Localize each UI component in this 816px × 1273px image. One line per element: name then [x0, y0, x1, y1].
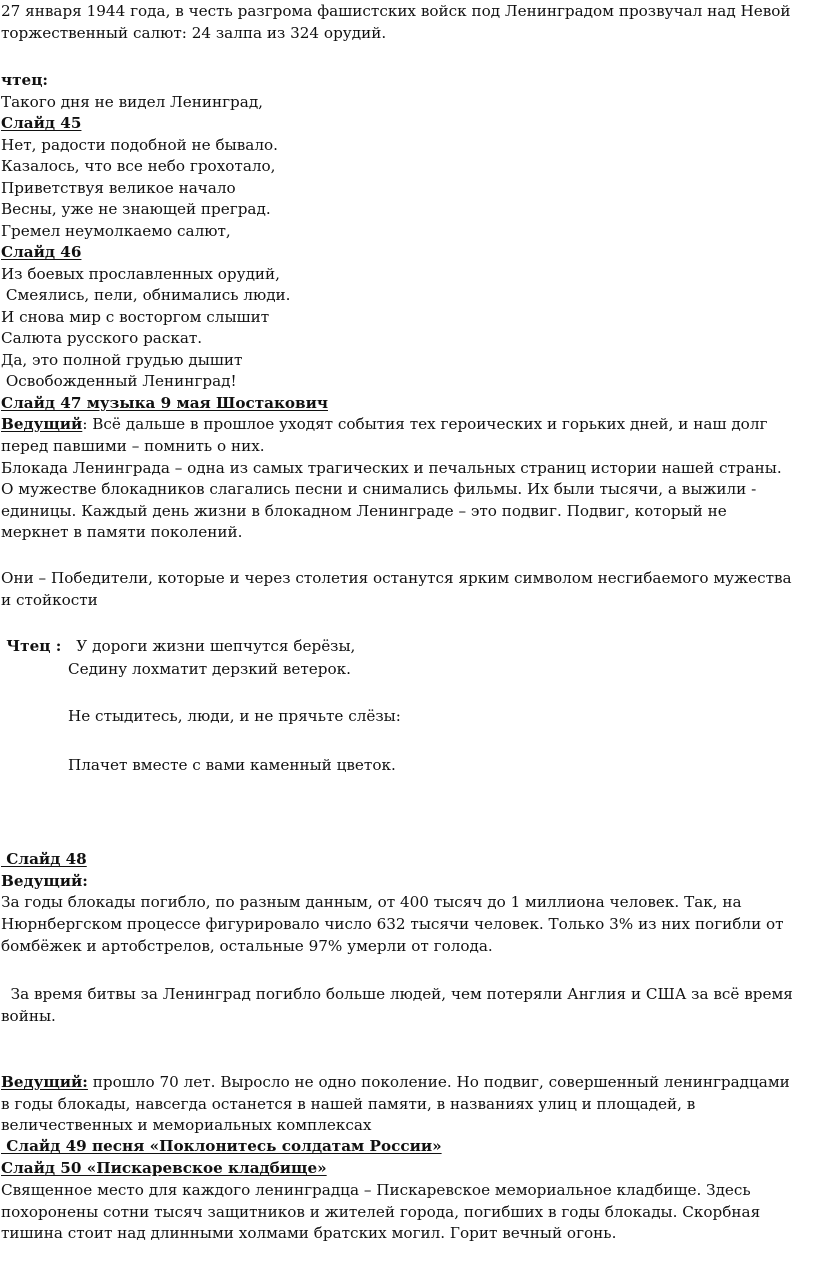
slide-46-heading: Слайд 46	[1, 243, 82, 261]
host1-line-7: Они – Победители, которые и через столетия останутся ярким символом несгибаемого мужества	[1, 569, 792, 587]
slide-50-heading: Слайд 50 «Пискаревское кладбище»	[1, 1159, 327, 1177]
slide-48-heading: Слайд 48	[1, 850, 87, 868]
host1-line-5: единицы. Каждый день жизни в блокадном Ленинграде – это подвиг. Подвиг, который не	[1, 502, 727, 520]
intro-line-1: 27 января 1944 года, в честь разгрома фашистских войск под Ленинградом прозвучал над Невой	[1, 2, 791, 20]
host1-label: Ведущий	[1, 415, 83, 433]
poem2-line-3: Не стыдитесь, люди, и не прячьте слёзы:	[68, 707, 401, 725]
reader-label: чтец:	[1, 71, 49, 89]
final-line-3: тишина стоит над длинными холмами братских могил. Горит вечный огонь.	[1, 1224, 617, 1242]
host1-line-6: меркнет в памяти поколений.	[1, 523, 243, 541]
poem1-line-7: Из боевых прославленных орудий,	[1, 265, 280, 283]
host1-line-2: перед павшими – помнить о них.	[1, 437, 265, 455]
host3-line-2: в годы блокады, навсегда останется в нашей памяти, в названиях улиц и площадей, в	[1, 1095, 696, 1113]
poem1-line-8: Смеялись, пели, обнимались люди.	[1, 286, 291, 304]
poem1-line-12: Освобожденный Ленинград!	[1, 372, 237, 390]
host3-label: Ведущий:	[1, 1073, 88, 1091]
poem1-line-2: Нет, радости подобной не бывало.	[1, 136, 278, 154]
slide-47-heading: Слайд 47 музыка 9 мая Шостакович	[1, 394, 328, 412]
final-line-1: Священное место для каждого ленинградца – Пискаревское мемориальное кладбище. Здесь	[1, 1181, 751, 1199]
poem2-line-2: Седину лохматит дерзкий ветерок.	[68, 660, 351, 678]
host2-line-3: бомбёжек и артобстрелов, остальные 97% умерли от голода.	[1, 937, 493, 955]
poem1-line-10: Салюта русского раскат.	[1, 329, 203, 347]
host2-line-4: За время битвы за Ленинград погибло больше людей, чем потеряли Англия и США за всё время	[1, 985, 793, 1003]
host1-line-4: О мужестве блокадников слагались песни и снимались фильмы. Их были тысячи, а выжили -	[1, 480, 757, 498]
host1-text-1: : Всё дальше в прошлое уходят события тех героических и горьких дней, и наш долг	[82, 415, 768, 433]
host2-line-1: За годы блокады погибло, по разным данным, от 400 тысяч до 1 миллиона человек. Так, на	[1, 893, 742, 911]
host1-line-1	[1, 414, 767, 435]
poem1-line-4: Приветствуя великое начало	[1, 179, 236, 197]
host2-label: Ведущий:	[1, 872, 88, 890]
poem1-line-5: Весны, уже не знающей преград.	[1, 200, 271, 218]
host2-line-2: Нюрнбергском процессе фигурировало число 632 тысячи человек. Только 3% из них погибли от	[1, 915, 784, 933]
poem1-line-6: Гремел неумолкаемо салют,	[1, 222, 231, 240]
poem2-text-1: У дороги жизни шепчутся берёзы,	[66, 637, 356, 655]
host3-line-3: величественных и мемориальных комплексах	[1, 1116, 372, 1134]
slide-49-heading: Слайд 49 песня «Поклонитесь солдатам России»	[1, 1137, 442, 1155]
poem2-line-1	[1, 636, 355, 657]
slide-45-heading: Слайд 45	[1, 114, 82, 132]
host2-line-5: войны.	[1, 1007, 56, 1025]
poem1-line-9: И снова мир с восторгом слышит	[1, 308, 270, 326]
poem1-line-3: Казалось, что все небо грохотало,	[1, 157, 276, 175]
poem1-line-11: Да, это полной грудью дышит	[1, 351, 243, 369]
poem2-reader-label: Чтец :	[1, 637, 67, 655]
host1-line-3: Блокада Ленинграда – одна из самых трагических и печальных страниц истории нашей страны.	[1, 459, 782, 477]
host1-line-8: и стойкости	[1, 591, 98, 609]
host3-text-1: прошло 70 лет. Выросло не одно поколение. Но подвиг, совершенный ленинградцами	[87, 1073, 790, 1091]
poem1-line-1: Такого дня не видел Ленинград,	[1, 93, 263, 111]
intro-line-2: торжественный салют: 24 залпа из 324 орудий.	[1, 24, 387, 42]
final-line-2: похоронены сотни тысяч защитников и жителей города, погибших в годы блокады. Скорбная	[1, 1203, 761, 1221]
host3-line-1	[1, 1072, 790, 1093]
poem2-line-4: Плачет вместе с вами каменный цветок.	[68, 756, 396, 774]
